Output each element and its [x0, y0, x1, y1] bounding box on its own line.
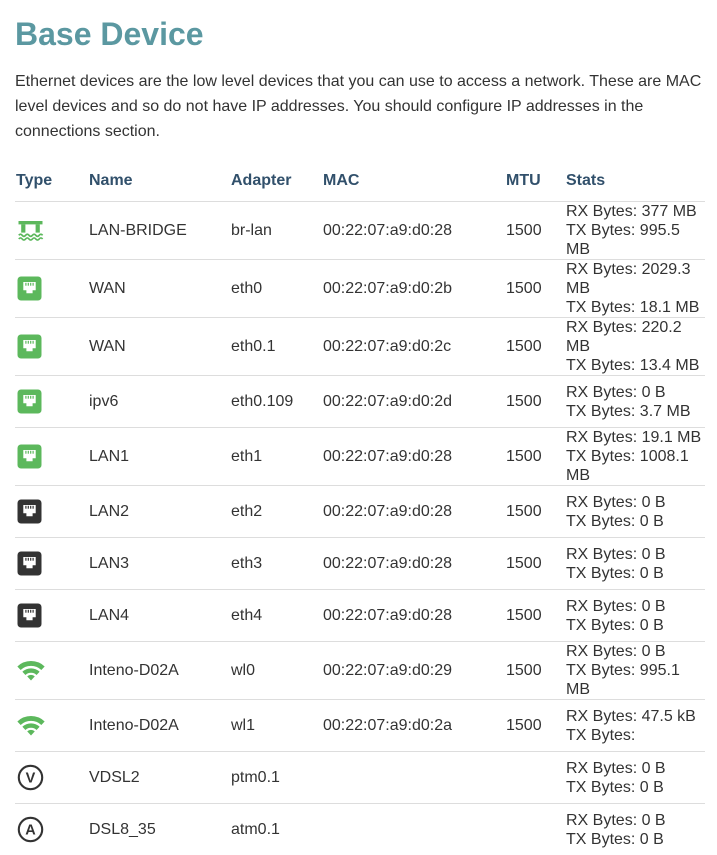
name-cell: LAN4 [88, 590, 230, 642]
adapter-cell: wl0 [230, 642, 322, 700]
type-cell [15, 318, 88, 376]
page-title: Base Device [15, 16, 705, 53]
device-row[interactable] [15, 318, 705, 376]
type-cell [15, 376, 88, 428]
stats-cell [565, 486, 705, 538]
mtu-cell: 1500 [505, 260, 565, 318]
vdsl-circle-v-icon [16, 764, 44, 791]
device-row[interactable] [15, 260, 705, 318]
rx-bytes-stat: RX Bytes: 0 B [566, 493, 705, 512]
stats-cell [565, 590, 705, 642]
column-header-adapter: Adapter [230, 166, 322, 202]
tx-bytes-stat: TX Bytes: 13.4 MB [566, 356, 705, 375]
stats-cell [565, 538, 705, 590]
device-row[interactable] [15, 752, 705, 804]
device-row[interactable] [15, 700, 705, 752]
stats-cell [565, 700, 705, 752]
device-table-body [15, 202, 705, 855]
type-cell [15, 804, 88, 855]
mac-cell [322, 804, 505, 855]
type-cell [15, 486, 88, 538]
adapter-cell: eth3 [230, 538, 322, 590]
column-header-type: Type [15, 166, 88, 202]
rx-bytes-stat: RX Bytes: 0 B [566, 545, 705, 564]
mac-cell: 00:22:07:a9:d0:29 [322, 642, 505, 700]
device-row[interactable] [15, 376, 705, 428]
mtu-cell: 1500 [505, 202, 565, 260]
name-cell: LAN3 [88, 538, 230, 590]
svg-text:V: V [26, 771, 36, 787]
stats-cell [565, 752, 705, 804]
device-row[interactable] [15, 202, 705, 260]
tx-bytes-stat: TX Bytes: 18.1 MB [566, 298, 705, 317]
mtu-cell: 1500 [505, 318, 565, 376]
ethernet-icon [16, 334, 42, 359]
stats-cell [565, 260, 705, 318]
name-cell: LAN2 [88, 486, 230, 538]
name-cell: VDSL2 [88, 752, 230, 804]
stats-cell [565, 318, 705, 376]
type-cell [15, 752, 88, 804]
column-header-mac: MAC [322, 166, 505, 202]
ethernet-icon [16, 551, 42, 576]
adapter-cell: eth0 [230, 260, 322, 318]
type-cell [15, 260, 88, 318]
mac-cell: 00:22:07:a9:d0:2a [322, 700, 505, 752]
wifi-icon [16, 659, 45, 682]
device-row[interactable] [15, 486, 705, 538]
adapter-cell: ptm0.1 [230, 752, 322, 804]
stats-cell [565, 202, 705, 260]
wifi-icon [16, 714, 45, 737]
rx-bytes-stat: RX Bytes: 19.1 MB [566, 428, 705, 447]
name-cell: LAN1 [88, 428, 230, 486]
tx-bytes-stat: TX Bytes: 995.1 MB [566, 661, 705, 699]
tx-bytes-stat: TX Bytes: 0 B [566, 778, 705, 797]
column-header-stats: Stats [565, 166, 705, 202]
ethernet-icon [16, 603, 42, 628]
tx-bytes-stat: TX Bytes: 0 B [566, 616, 705, 635]
type-cell [15, 642, 88, 700]
device-row[interactable] [15, 804, 705, 855]
page-description: Ethernet devices are the low level devices that you can use to access a network. These are MAC level devices and so do not have IP addresses. You should configure IP addresses in the connections section. [15, 69, 705, 144]
rx-bytes-stat: RX Bytes: 47.5 kB [566, 707, 705, 726]
name-cell: Inteno-D02A [88, 700, 230, 752]
adapter-cell: eth2 [230, 486, 322, 538]
column-header-name: Name [88, 166, 230, 202]
mtu-cell: 1500 [505, 642, 565, 700]
adapter-cell: eth4 [230, 590, 322, 642]
stats-cell [565, 428, 705, 486]
tx-bytes-stat: TX Bytes: 0 B [566, 830, 705, 849]
device-row[interactable] [15, 642, 705, 700]
mtu-cell: 1500 [505, 590, 565, 642]
adapter-cell: eth0.1 [230, 318, 322, 376]
type-cell [15, 428, 88, 486]
name-cell: Inteno-D02A [88, 642, 230, 700]
ethernet-icon [16, 499, 42, 524]
mac-cell: 00:22:07:a9:d0:28 [322, 202, 505, 260]
type-cell [15, 700, 88, 752]
stats-cell [565, 376, 705, 428]
adapter-cell: atm0.1 [230, 804, 322, 855]
mtu-cell [505, 752, 565, 804]
mtu-cell: 1500 [505, 376, 565, 428]
mac-cell: 00:22:07:a9:d0:2c [322, 318, 505, 376]
type-cell [15, 202, 88, 260]
mac-cell [322, 752, 505, 804]
tx-bytes-stat: TX Bytes: 3.7 MB [566, 402, 705, 421]
mac-cell: 00:22:07:a9:d0:28 [322, 590, 505, 642]
mac-cell: 00:22:07:a9:d0:28 [322, 486, 505, 538]
tx-bytes-stat: TX Bytes: [566, 726, 705, 745]
name-cell: DSL8_35 [88, 804, 230, 855]
rx-bytes-stat: RX Bytes: 0 B [566, 759, 705, 778]
rx-bytes-stat: RX Bytes: 0 B [566, 383, 705, 402]
tx-bytes-stat: TX Bytes: 0 B [566, 564, 705, 583]
bridge-icon [16, 219, 44, 242]
device-row[interactable] [15, 590, 705, 642]
rx-bytes-stat: RX Bytes: 0 B [566, 811, 705, 830]
adapter-cell: wl1 [230, 700, 322, 752]
mtu-cell: 1500 [505, 428, 565, 486]
rx-bytes-stat: RX Bytes: 377 MB [566, 202, 705, 221]
tx-bytes-stat: TX Bytes: 1008.1 MB [566, 447, 705, 485]
mtu-cell: 1500 [505, 700, 565, 752]
adapter-cell: br-lan [230, 202, 322, 260]
mtu-cell: 1500 [505, 538, 565, 590]
mac-cell: 00:22:07:a9:d0:2b [322, 260, 505, 318]
device-table-head-row [15, 166, 705, 202]
mtu-cell [505, 804, 565, 855]
name-cell: WAN [88, 260, 230, 318]
ethernet-icon [16, 276, 42, 301]
rx-bytes-stat: RX Bytes: 0 B [566, 597, 705, 616]
column-header-mtu: MTU [505, 166, 565, 202]
rx-bytes-stat: RX Bytes: 0 B [566, 642, 705, 661]
type-cell [15, 538, 88, 590]
svg-text:A: A [25, 823, 36, 839]
mac-cell: 00:22:07:a9:d0:28 [322, 428, 505, 486]
device-row[interactable] [15, 428, 705, 486]
adapter-cell: eth1 [230, 428, 322, 486]
name-cell: LAN-BRIDGE [88, 202, 230, 260]
type-cell [15, 590, 88, 642]
mac-cell: 00:22:07:a9:d0:28 [322, 538, 505, 590]
rx-bytes-stat: RX Bytes: 2029.3 MB [566, 260, 705, 298]
tx-bytes-stat: TX Bytes: 995.5 MB [566, 221, 705, 259]
device-row[interactable] [15, 538, 705, 590]
device-table [15, 166, 705, 855]
stats-cell [565, 804, 705, 855]
name-cell: ipv6 [88, 376, 230, 428]
adapter-cell: eth0.109 [230, 376, 322, 428]
adsl-circle-a-icon [16, 816, 44, 843]
name-cell: WAN [88, 318, 230, 376]
mac-cell: 00:22:07:a9:d0:2d [322, 376, 505, 428]
ethernet-icon [16, 389, 42, 414]
mtu-cell: 1500 [505, 486, 565, 538]
stats-cell [565, 642, 705, 700]
rx-bytes-stat: RX Bytes: 220.2 MB [566, 318, 705, 356]
ethernet-icon [16, 444, 42, 469]
tx-bytes-stat: TX Bytes: 0 B [566, 512, 705, 531]
